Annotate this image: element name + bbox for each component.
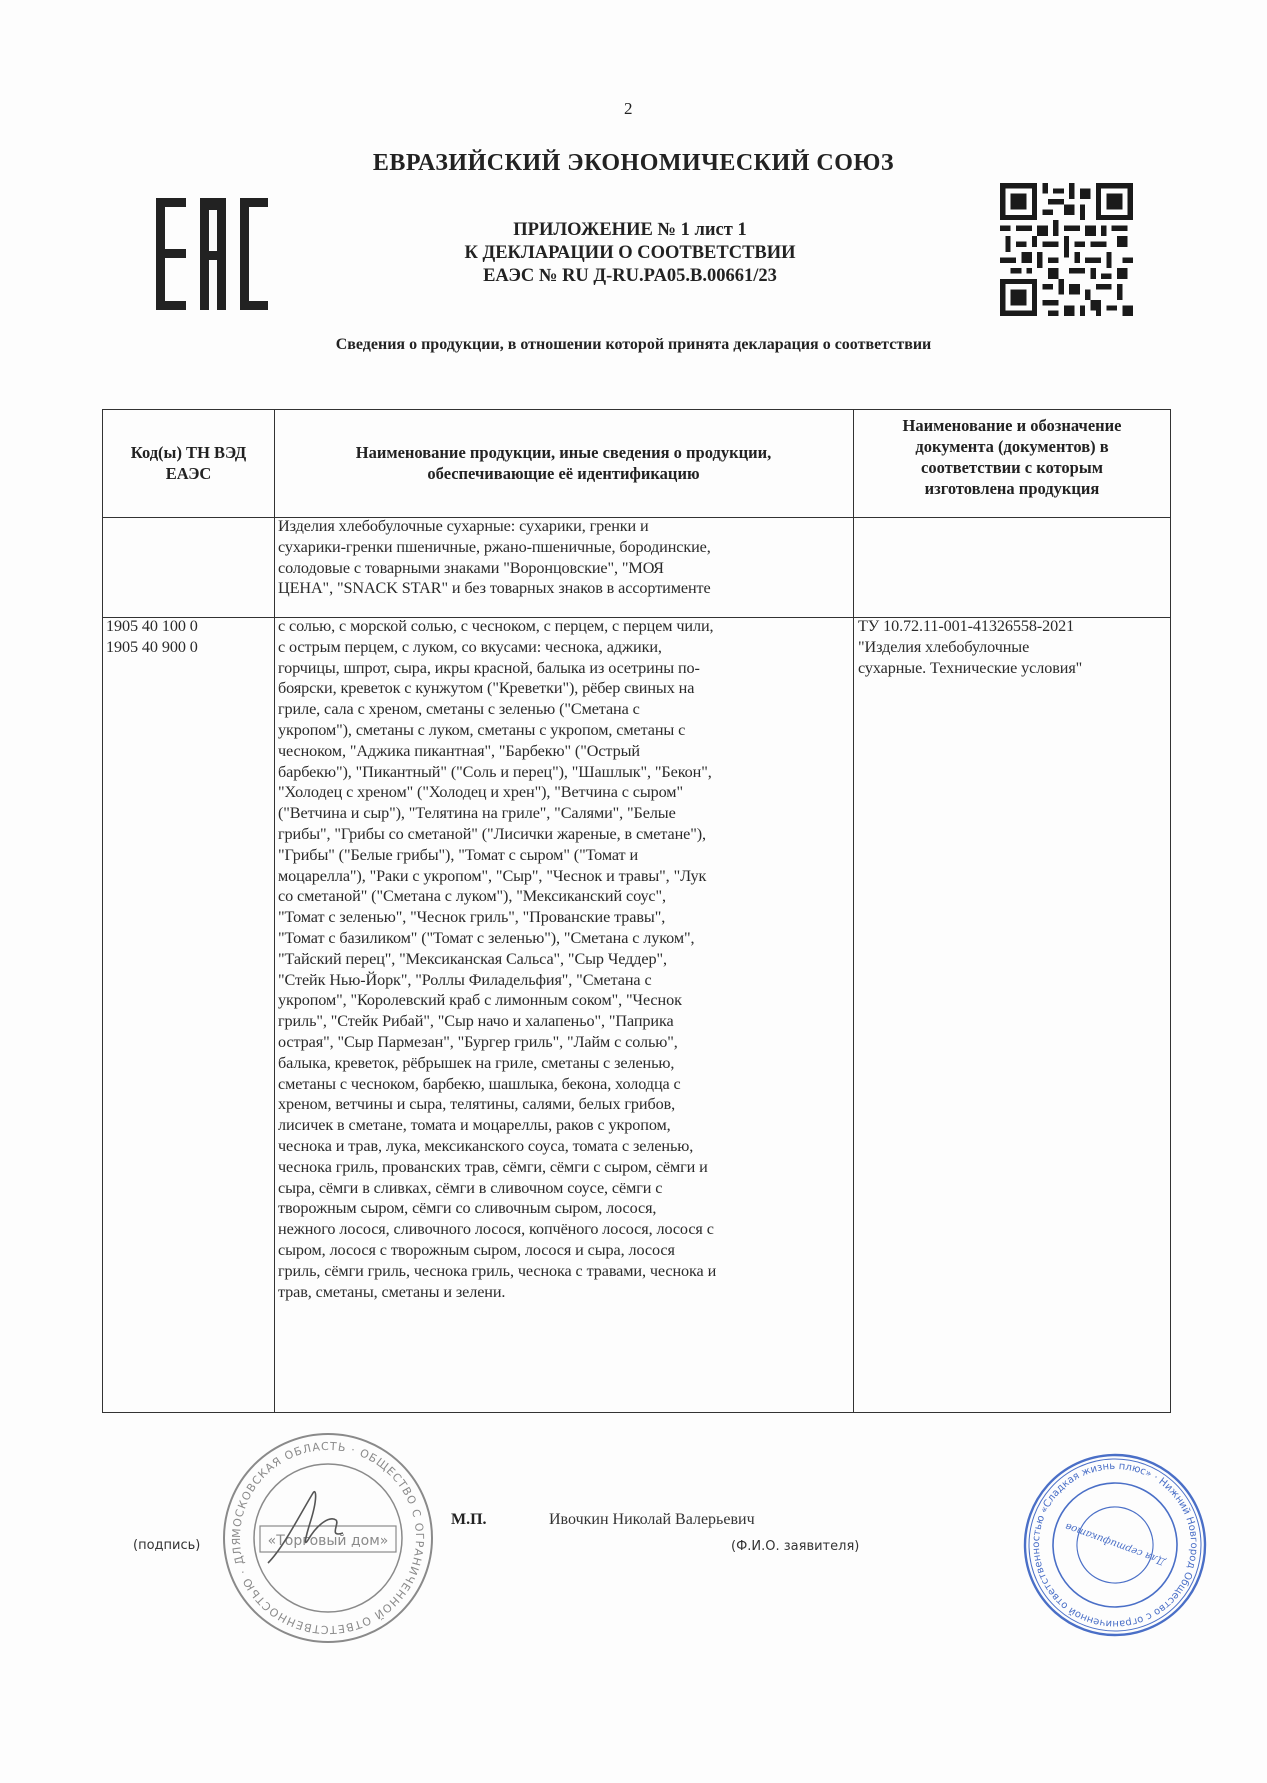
technical-standard bbox=[858, 616, 1168, 678]
description-line: творожным сыром, сёмги со сливочным сыром, лосося, bbox=[278, 1199, 657, 1218]
description-line: "Тайский перец", "Мексиканская Сальса", "Сыр Чеддер", bbox=[278, 949, 667, 968]
eac-logo bbox=[156, 198, 270, 310]
stamp-ring-text: МОСКОВСКАЯ ОБЛАСТЬ · ОБЩЕСТВО С ОГРАНИЧЕННОЙ ОТВЕТСТВЕННОСТЬЮ · ДЛЯ bbox=[229, 1439, 427, 1637]
description-line: сухарики-гренки пшеничные, ржано-пшеничные, бородинские, bbox=[278, 537, 711, 556]
stamp-center-text: «Торговый дом» bbox=[267, 1533, 389, 1549]
description-line: "Стейк Нью-Йорк", "Роллы Филадельфия", "Сметана с bbox=[278, 970, 652, 989]
tn-ved-codes bbox=[106, 616, 271, 658]
description-line: Изделия хлебобулочные сухарные: сухарики, гренки и bbox=[278, 517, 649, 535]
description-line: "Холодец с хреном" ("Холодец и хрен"), "Ветчина с сыром" bbox=[278, 783, 683, 802]
description-line: гриль", "Стейк Рибай", "Сыр начо и халапеньо", "Паприка bbox=[278, 1012, 674, 1031]
column-divider bbox=[853, 410, 854, 1412]
product-description-intro bbox=[278, 516, 852, 599]
description-line: "Грибы" ("Белые грибы"), "Томат с сыром" ("Томат и bbox=[278, 845, 639, 864]
product-table bbox=[102, 409, 1171, 1413]
signature-caption: (подпись) bbox=[133, 1538, 201, 1553]
organization-stamp bbox=[1020, 1450, 1210, 1640]
description-line: острая", "Сыр Пармезан", "Бургер гриль", "Лайм с солью", bbox=[278, 1032, 678, 1051]
column-header-codes: Код(ы) ТН ВЭД ЕАЭС bbox=[130, 443, 247, 483]
stamp-center-text: Для сертификатов bbox=[1063, 1520, 1168, 1567]
annex-line: ПРИЛОЖЕНИЕ № 1 лист 1 bbox=[513, 220, 747, 240]
description-line: балыка, креветок, рёбрышек на гриле, сметаны с зеленью, bbox=[278, 1053, 675, 1072]
description-line: боярски, креветок с кунжутом ("Креветки"), рёбер свиных на bbox=[278, 679, 695, 698]
description-line: моцарелла"), "Раки с укропом", "Сыр", "Чеснок и травы", "Лук bbox=[278, 866, 707, 885]
applicant-name: Ивочкин Николай Валерьевич bbox=[549, 1511, 755, 1528]
description-line: с острым перцем, с луком, со вкусами: чеснока, аджики, bbox=[278, 637, 662, 656]
description-line: ("Ветчина и сыр"), "Телятина на гриле", "Салями", "Белые bbox=[278, 804, 676, 823]
description-line: ЦЕНА", "SNACK STAR" и без товарных знаков в ассортименте bbox=[278, 579, 711, 598]
stamp-ring-text: Общество с ограниченной ответственностью «Сладкая жизнь плюс» · Нижний Новгород bbox=[1030, 1460, 1200, 1630]
description-line: сыра, сёмги в сливках, сёмги в сливочном соусе, сёмги с bbox=[278, 1178, 663, 1197]
description-line: солодовые с товарными знаками "Воронцовские", "МОЯ bbox=[278, 558, 664, 577]
description-line: гриль, сёмги гриль, чеснока гриль, чеснока с травами, чеснока и bbox=[278, 1261, 717, 1280]
union-title: ЕВРАЗИЙСКИЙ ЭКОНОМИЧЕСКИЙ СОЮЗ bbox=[372, 150, 895, 176]
description-line: лисичек в сметане, томата и моцареллы, раков с укропом, bbox=[278, 1116, 671, 1135]
section-subtitle: Сведения о продукции, в отношении которой принята декларация о соответствии bbox=[335, 336, 932, 353]
description-line: гриле, сала с хреном, сметаны с зеленью ("Сметана с bbox=[278, 700, 640, 719]
description-line: со сметаной" ("Сметана с луком"), "Мексиканский соус", bbox=[278, 887, 666, 906]
description-line: горчицы, шпрот, сыра, икры красной, балыка из осетрины по- bbox=[278, 658, 700, 677]
annex-heading bbox=[380, 219, 880, 288]
handwritten-signature bbox=[258, 1478, 358, 1578]
column-divider bbox=[274, 410, 275, 1412]
seal-label: М.П. bbox=[451, 1511, 487, 1528]
standard-line: "Изделия хлебобулочные bbox=[858, 637, 1030, 656]
description-line: с солью, с морской солью, с чесноком, с перцем, с перцем чили, bbox=[278, 617, 714, 635]
column-header-document: Наименование и обозначение документа (документов) в соответствии с которым изготовлена продукция bbox=[902, 416, 1122, 498]
description-line: сыром, лосося с творожным сыром, лосося и сыра, лосося bbox=[278, 1240, 675, 1259]
description-line: чесноком, "Аджика пикантная", "Барбекю" ("Острый bbox=[278, 741, 640, 760]
description-line: сметаны с чесноком, барбекю, шашлыка, бекона, холодца с bbox=[278, 1074, 681, 1093]
standard-line: сухарные. Технические условия" bbox=[858, 658, 1083, 677]
description-line: укропом"), сметаны с луком, сметаны с укропом, сметаны с bbox=[278, 720, 686, 739]
description-line: чеснока и трав, лука, мексиканского соуса, томата с зеленью, bbox=[278, 1136, 694, 1155]
description-line: трав, сметаны, сметаны и зелени. bbox=[278, 1282, 506, 1301]
qr-code-icon bbox=[1000, 183, 1133, 316]
description-line: "Томат с зеленью", "Чеснок гриль", "Прованские травы", bbox=[278, 908, 666, 927]
annex-line: К ДЕКЛАРАЦИИ О СООТВЕТСТВИИ bbox=[464, 243, 796, 263]
description-line: грибы", "Грибы со сметаной" ("Лисички жареные, в сметане"), bbox=[278, 824, 706, 843]
product-description bbox=[278, 616, 852, 1302]
declaration-number: ЕАЭС № RU Д-RU.PA05.B.00661/23 bbox=[483, 266, 777, 286]
page-number: 2 bbox=[624, 99, 633, 118]
description-line: укропом", "Королевский краб с лимонным соком", "Чеснок bbox=[278, 991, 682, 1010]
column-header-product: Наименование продукции, иные сведения о продукции, обеспечивающие её идентификацию bbox=[355, 443, 772, 483]
tn-ved-code: 1905 40 900 0 bbox=[106, 637, 198, 656]
description-line: чеснока гриль, прованских трав, сёмги, сёмги с сыром, сёмги и bbox=[278, 1157, 708, 1176]
description-line: хреном, ветчины и сыра, телятины, салями, белых грибов, bbox=[278, 1095, 676, 1114]
standard-line: ТУ 10.72.11-001-41326558-2021 bbox=[858, 617, 1075, 635]
applicant-caption: (Ф.И.О. заявителя) bbox=[731, 1539, 860, 1554]
description-line: барбекю"), "Пикантный" ("Соль и перец"), "Шашлык", "Бекон", bbox=[278, 762, 712, 781]
tn-ved-code: 1905 40 100 0 bbox=[106, 617, 198, 635]
description-line: нежного лосося, сливочного лосося, копчёного лосося, лосося с bbox=[278, 1220, 714, 1239]
description-line: "Томат с базиликом" ("Томат с зеленью"), "Сметана с луком", bbox=[278, 928, 695, 947]
